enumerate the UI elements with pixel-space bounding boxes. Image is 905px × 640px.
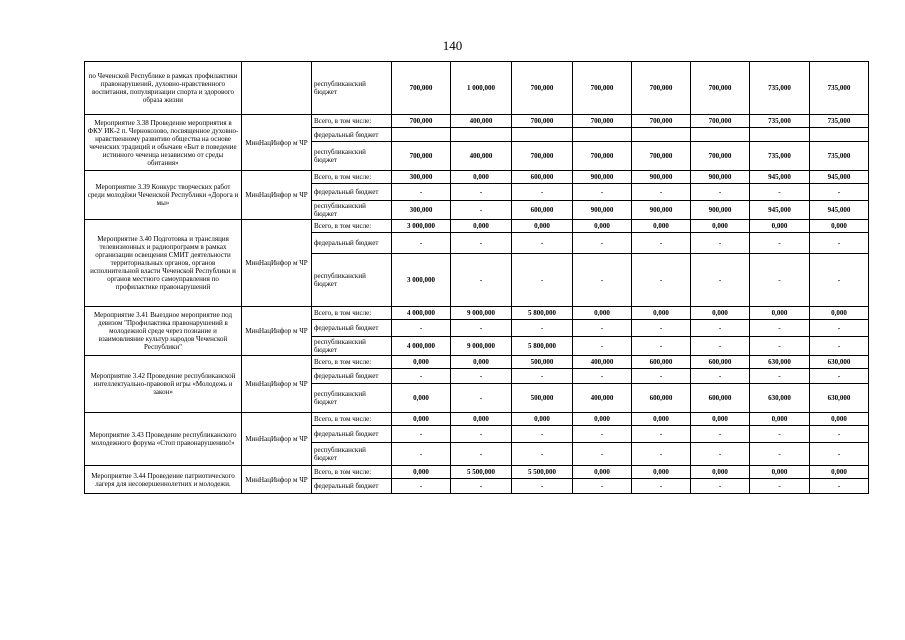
amount-cell: - [512, 426, 573, 443]
amount-cell: 0,000 [451, 356, 512, 369]
amount-cell: - [512, 233, 573, 254]
amount-cell: - [573, 369, 632, 384]
amount-cell: 900,000 [691, 201, 750, 220]
amount-cell: - [573, 320, 632, 337]
amount-cell: 700,000 [691, 62, 750, 115]
amount-cell: - [750, 254, 810, 307]
amount-cell: 3 000,000 [392, 254, 451, 307]
amount-cell: 0,000 [573, 413, 632, 426]
amount-cell: 700,000 [392, 115, 451, 128]
amount-cell: 1 000,000 [451, 62, 512, 115]
budget-table [84, 61, 869, 494]
amount-cell: - [392, 184, 451, 201]
amount-cell: - [691, 184, 750, 201]
amount-cell: - [512, 479, 573, 494]
amount-cell: - [810, 184, 869, 201]
table-row [85, 62, 869, 115]
amount-cell: 700,000 [691, 115, 750, 128]
amount-cell: 0,000 [691, 413, 750, 426]
amount-cell: 735,000 [810, 115, 869, 128]
amount-cell: 0,000 [573, 466, 632, 479]
amount-cell: 0,000 [750, 220, 810, 233]
amount-cell: 600,000 [691, 356, 750, 369]
amount-cell: - [573, 184, 632, 201]
amount-cell: - [632, 369, 691, 384]
activity-description: Мероприятие 3.40 Подготовка и трансляция телевизионных и радиопрограмм в рамках организации освещения СМИТ деятельности территориальных органов, органов исполнительной власти Чеченской Республики и органов местного самоуправления по профилактике правонарушений [85, 220, 242, 307]
amount-cell: - [810, 369, 869, 384]
amount-cell: 700,000 [512, 115, 573, 128]
executor-cell: МинНацИнфор м ЧР [242, 307, 312, 356]
amount-cell: - [632, 184, 691, 201]
funding-source: Всего, в том числе: [312, 171, 392, 184]
activity-description: Мероприятие 3.39 Конкурс творческих работ среди молодёжи Чеченской Республики «Дорога и мы» [85, 171, 242, 220]
amount-cell: 700,000 [573, 142, 632, 171]
amount-cell: - [573, 443, 632, 466]
amount-cell: 300,000 [392, 201, 451, 220]
amount-cell: 600,000 [691, 384, 750, 413]
amount-cell: - [512, 254, 573, 307]
funding-source: Всего, в том числе: [312, 356, 392, 369]
amount-cell: 9 000,000 [451, 307, 512, 320]
amount-cell: - [691, 479, 750, 494]
amount-cell: 735,000 [750, 62, 810, 115]
amount-cell: - [392, 479, 451, 494]
amount-cell: 0,000 [573, 307, 632, 320]
amount-cell: 0,000 [451, 220, 512, 233]
amount-cell: 700,000 [512, 62, 573, 115]
amount-cell: 500,000 [512, 356, 573, 369]
table-row [85, 466, 869, 479]
amount-cell: 3 000,000 [392, 220, 451, 233]
executor-cell: МинНацИнфор м ЧР [242, 356, 312, 413]
table-row [85, 413, 869, 426]
amount-cell: - [750, 479, 810, 494]
amount-cell: 945,000 [810, 171, 869, 184]
amount-cell: 700,000 [392, 142, 451, 171]
amount-cell: 700,000 [632, 62, 691, 115]
amount-cell: - [392, 320, 451, 337]
amount-cell: 630,000 [810, 356, 869, 369]
amount-cell: - [750, 443, 810, 466]
amount-cell: 700,000 [632, 142, 691, 171]
amount-cell: - [632, 443, 691, 466]
amount-cell: 0,000 [810, 466, 869, 479]
amount-cell: 945,000 [750, 171, 810, 184]
amount-cell [632, 128, 691, 142]
amount-cell: 900,000 [691, 171, 750, 184]
amount-cell: - [691, 443, 750, 466]
amount-cell: 600,000 [512, 171, 573, 184]
amount-cell [573, 128, 632, 142]
amount-cell: 400,000 [451, 115, 512, 128]
amount-cell: 600,000 [632, 356, 691, 369]
amount-cell: - [750, 233, 810, 254]
amount-cell: - [512, 369, 573, 384]
amount-cell: - [632, 254, 691, 307]
funding-source: Всего, в том числе: [312, 307, 392, 320]
amount-cell [750, 128, 810, 142]
amount-cell: - [691, 233, 750, 254]
amount-cell: - [750, 320, 810, 337]
amount-cell: 945,000 [810, 201, 869, 220]
amount-cell: - [392, 369, 451, 384]
amount-cell: 5 500,000 [512, 466, 573, 479]
funding-source: федеральный бюджет [312, 426, 392, 443]
amount-cell: - [451, 320, 512, 337]
amount-cell [451, 128, 512, 142]
amount-cell: 0,000 [632, 307, 691, 320]
funding-source: Всего, в том числе: [312, 466, 392, 479]
amount-cell: 0,000 [632, 413, 691, 426]
amount-cell: - [810, 320, 869, 337]
amount-cell [691, 128, 750, 142]
amount-cell: - [451, 479, 512, 494]
amount-cell: - [573, 426, 632, 443]
amount-cell: - [632, 479, 691, 494]
amount-cell: 500,000 [512, 384, 573, 413]
executor-cell [242, 62, 312, 115]
activity-description: Мероприятие 3.42 Проведение республиканской интеллектуально-правовой игры «Молодежь и закон» [85, 356, 242, 413]
funding-source: республиканский бюджет [312, 254, 392, 307]
amount-cell: - [750, 184, 810, 201]
activity-description: Мероприятие 3.43 Проведение республиканского молодежного форума «Стоп правонарушению!» [85, 413, 242, 466]
amount-cell: - [451, 201, 512, 220]
funding-source: Всего, в том числе: [312, 220, 392, 233]
amount-cell: 0,000 [392, 466, 451, 479]
activity-description: Мероприятие 3.44 Проведение патриотического лагеря для несовершеннолетних и молодежи. [85, 466, 242, 494]
amount-cell: 4 000,000 [392, 307, 451, 320]
amount-cell: 700,000 [691, 142, 750, 171]
amount-cell: 900,000 [632, 201, 691, 220]
amount-cell: - [512, 320, 573, 337]
amount-cell: 700,000 [573, 115, 632, 128]
amount-cell: - [691, 320, 750, 337]
amount-cell: 0,000 [810, 307, 869, 320]
amount-cell: - [632, 320, 691, 337]
funding-source: федеральный бюджет [312, 233, 392, 254]
amount-cell: 0,000 [810, 413, 869, 426]
funding-source: федеральный бюджет [312, 184, 392, 201]
executor-cell: МинНацИнфор м ЧР [242, 466, 312, 494]
amount-cell: 0,000 [632, 220, 691, 233]
amount-cell: - [810, 337, 869, 356]
amount-cell: 0,000 [451, 171, 512, 184]
amount-cell: - [392, 443, 451, 466]
funding-source: федеральный бюджет [312, 128, 392, 142]
amount-cell: 735,000 [750, 115, 810, 128]
executor-cell: МинНацИнфор м ЧР [242, 220, 312, 307]
amount-cell: 735,000 [750, 142, 810, 171]
amount-cell: 0,000 [512, 220, 573, 233]
amount-cell: - [691, 337, 750, 356]
amount-cell: 900,000 [573, 171, 632, 184]
amount-cell: - [451, 384, 512, 413]
table-row [85, 115, 869, 128]
funding-source: республиканский бюджет [312, 443, 392, 466]
amount-cell: 5 500,000 [451, 466, 512, 479]
amount-cell: 630,000 [810, 384, 869, 413]
amount-cell: 300,000 [392, 171, 451, 184]
amount-cell: 630,000 [750, 384, 810, 413]
funding-source: федеральный бюджет [312, 369, 392, 384]
amount-cell: 5 800,000 [512, 337, 573, 356]
amount-cell: - [632, 233, 691, 254]
amount-cell: 735,000 [810, 142, 869, 171]
amount-cell: - [632, 426, 691, 443]
amount-cell: 400,000 [573, 384, 632, 413]
amount-cell: 0,000 [691, 466, 750, 479]
table-row [85, 171, 869, 184]
funding-source: Всего, в том числе: [312, 115, 392, 128]
amount-cell: 945,000 [750, 201, 810, 220]
amount-cell: - [451, 443, 512, 466]
activity-description: Мероприятие 3.38 Проведение мероприятия в ФКУ ИК-2 п. Чернокозово, посвященное духовно-нравственному развитию общества на основе чеченских традиций и обычаев «Быт в поведение истинного чеченца независимо от среды обитания» [85, 115, 242, 171]
amount-cell: 900,000 [632, 171, 691, 184]
amount-cell: 0,000 [632, 466, 691, 479]
amount-cell: - [451, 426, 512, 443]
amount-cell: - [691, 426, 750, 443]
amount-cell: - [451, 369, 512, 384]
amount-cell: - [810, 254, 869, 307]
amount-cell: 600,000 [512, 201, 573, 220]
amount-cell: 0,000 [573, 220, 632, 233]
amount-cell: - [512, 443, 573, 466]
amount-cell: - [451, 254, 512, 307]
amount-cell: 5 800,000 [512, 307, 573, 320]
amount-cell: 400,000 [573, 356, 632, 369]
amount-cell [392, 128, 451, 142]
amount-cell: - [810, 426, 869, 443]
amount-cell: - [750, 337, 810, 356]
amount-cell: 900,000 [573, 201, 632, 220]
page-number: 140 [442, 38, 463, 53]
amount-cell: 0,000 [451, 413, 512, 426]
amount-cell: 4 000,000 [392, 337, 451, 356]
amount-cell: 0,000 [512, 413, 573, 426]
amount-cell: 630,000 [750, 356, 810, 369]
amount-cell: 0,000 [392, 384, 451, 413]
amount-cell: - [512, 184, 573, 201]
amount-cell: - [750, 426, 810, 443]
amount-cell: - [691, 254, 750, 307]
amount-cell [512, 128, 573, 142]
funding-source: республиканский бюджет [312, 384, 392, 413]
amount-cell: 700,000 [632, 115, 691, 128]
amount-cell: - [573, 233, 632, 254]
amount-cell: - [691, 369, 750, 384]
table-row [85, 220, 869, 233]
amount-cell: 400,000 [451, 142, 512, 171]
amount-cell: - [750, 369, 810, 384]
amount-cell: 700,000 [512, 142, 573, 171]
funding-source: федеральный бюджет [312, 479, 392, 494]
amount-cell: 735,000 [810, 62, 869, 115]
amount-cell: - [810, 233, 869, 254]
funding-source: Всего, в том числе: [312, 413, 392, 426]
amount-cell: - [451, 233, 512, 254]
amount-cell: - [392, 426, 451, 443]
amount-cell: 0,000 [810, 220, 869, 233]
funding-source: республиканский бюджет [312, 142, 392, 171]
funding-source: республиканский бюджет [312, 201, 392, 220]
amount-cell: - [632, 337, 691, 356]
funding-source: республиканский бюджет [312, 62, 392, 115]
amount-cell: - [810, 479, 869, 494]
amount-cell: 0,000 [392, 413, 451, 426]
amount-cell: - [573, 337, 632, 356]
amount-cell: 0,000 [750, 413, 810, 426]
funding-source: федеральный бюджет [312, 320, 392, 337]
amount-cell: 700,000 [392, 62, 451, 115]
amount-cell: 0,000 [392, 356, 451, 369]
amount-cell: 600,000 [632, 384, 691, 413]
activity-description: по Чеченской Республике в рамках профилактики правонарушений, духовно-нравственного воспитания, популяризации спорта и здорового образа жизни [85, 62, 242, 115]
amount-cell: - [573, 254, 632, 307]
amount-cell: - [810, 443, 869, 466]
activity-description: Мероприятие 3.41 Выездное мероприятие под девизом "Профилактика правонарушений в молодежной среде через познание и взаимовлияние культур народов Чеченской Республики" [85, 307, 242, 356]
amount-cell: - [573, 479, 632, 494]
table-row [85, 307, 869, 320]
executor-cell: МинНацИнфор м ЧР [242, 171, 312, 220]
amount-cell: 0,000 [691, 307, 750, 320]
funding-source: республиканский бюджет [312, 337, 392, 356]
amount-cell [810, 128, 869, 142]
amount-cell: 9 000,000 [451, 337, 512, 356]
amount-cell: - [451, 184, 512, 201]
amount-cell: - [392, 233, 451, 254]
amount-cell: 700,000 [573, 62, 632, 115]
amount-cell: 0,000 [691, 220, 750, 233]
table-row [85, 356, 869, 369]
amount-cell: 0,000 [750, 307, 810, 320]
executor-cell: МинНацИнфор м ЧР [242, 115, 312, 171]
amount-cell: 0,000 [750, 466, 810, 479]
executor-cell: МинНацИнфор м ЧР [242, 413, 312, 466]
